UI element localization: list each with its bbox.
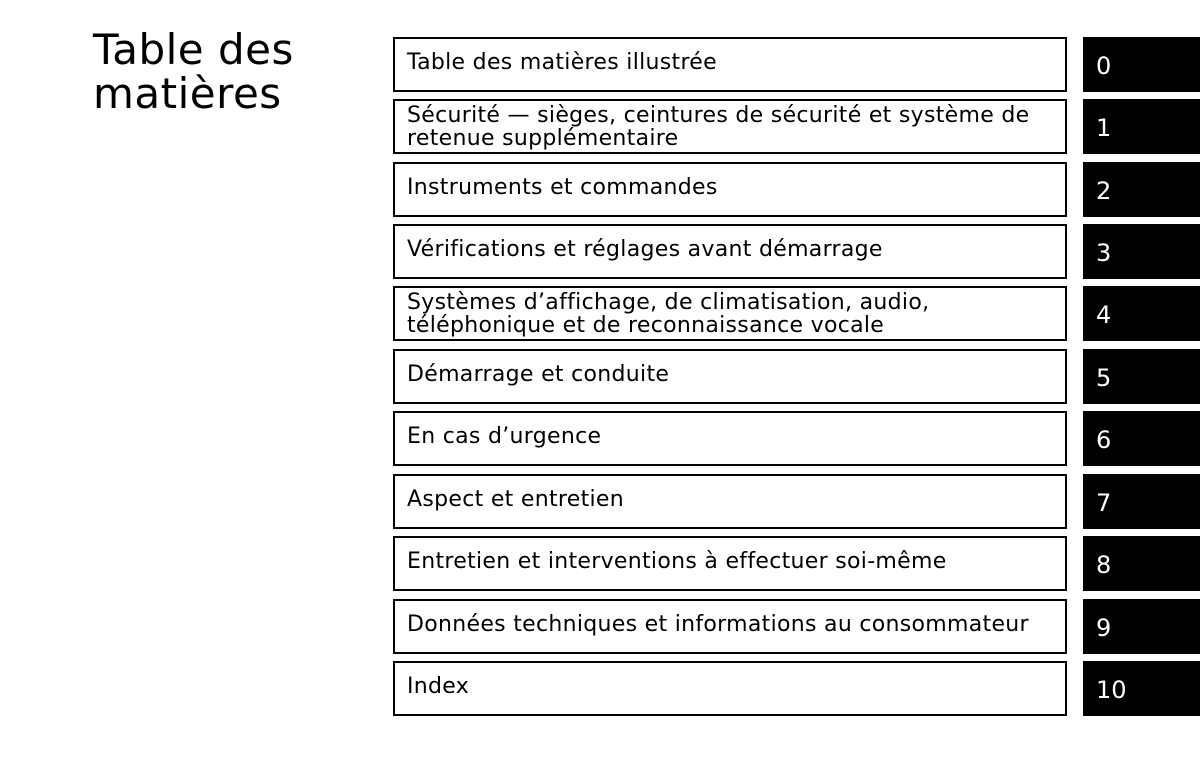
- toc-link-4[interactable]: [393, 286, 1067, 341]
- toc-tab-4[interactable]: [1083, 286, 1200, 341]
- toc-tab-1[interactable]: [1083, 99, 1200, 154]
- toc-number: 6: [1096, 426, 1112, 454]
- toc-link-0[interactable]: [393, 37, 1067, 92]
- toc-label: Index: [407, 674, 470, 699]
- page-title: Table des matières: [93, 25, 294, 118]
- toc-entry-5: [0, 349, 1200, 404]
- toc-number: 1: [1096, 114, 1112, 142]
- toc-number: 5: [1096, 364, 1112, 392]
- toc-entry-4: [0, 286, 1200, 341]
- toc-link-2[interactable]: [393, 162, 1067, 217]
- toc-link-7[interactable]: [393, 474, 1067, 529]
- toc-link-3[interactable]: [393, 224, 1067, 279]
- toc-number: 8: [1096, 551, 1112, 579]
- toc-number: 2: [1096, 177, 1112, 205]
- toc-entry-2: [0, 162, 1200, 217]
- toc-tab-8[interactable]: [1083, 536, 1200, 591]
- toc-entry-6: [0, 411, 1200, 466]
- toc-link-1[interactable]: [393, 99, 1067, 154]
- toc-label: Table des matières illustrée: [407, 50, 717, 75]
- toc-link-9[interactable]: [393, 599, 1067, 654]
- toc-label: Aspect et entretien: [407, 487, 624, 512]
- toc-label: Entretien et interventions à effectuer soi-même: [407, 549, 947, 574]
- toc-number: 4: [1096, 301, 1112, 329]
- toc-label: Sécurité — sièges, ceintures de sécurité et système de retenue supplémentaire: [407, 102, 1030, 151]
- toc-label: En cas d’urgence: [407, 424, 602, 449]
- toc-tab-7[interactable]: [1083, 474, 1200, 529]
- toc-entry-0: [0, 37, 1200, 92]
- toc-tab-5[interactable]: [1083, 349, 1200, 404]
- toc-tab-6[interactable]: [1083, 411, 1200, 466]
- toc-tab-3[interactable]: [1083, 224, 1200, 279]
- toc-number: 9: [1096, 614, 1112, 642]
- toc-link-6[interactable]: [393, 411, 1067, 466]
- toc-link-5[interactable]: [393, 349, 1067, 404]
- toc-entry-3: [0, 224, 1200, 279]
- toc-label: Instruments et commandes: [407, 175, 718, 200]
- toc-entry-1: [0, 99, 1200, 154]
- toc-label: Vérifications et réglages avant démarrage: [407, 237, 883, 262]
- toc-number: 0: [1096, 52, 1112, 80]
- toc-number: 7: [1096, 489, 1112, 517]
- toc-tab-0[interactable]: [1083, 37, 1200, 92]
- toc-link-10[interactable]: [393, 661, 1067, 716]
- toc-number: 3: [1096, 239, 1112, 267]
- toc-entry-8: [0, 536, 1200, 591]
- toc-entry-10: [0, 661, 1200, 716]
- toc-number: 10: [1096, 676, 1127, 704]
- toc-label: Démarrage et conduite: [407, 362, 670, 387]
- toc-tab-9[interactable]: [1083, 599, 1200, 654]
- toc-tab-2[interactable]: [1083, 162, 1200, 217]
- toc-label: Données techniques et informations au consommateur: [407, 612, 1029, 637]
- toc-entry-7: [0, 474, 1200, 529]
- toc-label: Systèmes d’affichage, de climatisation, audio, téléphonique et de reconnaissance vocale: [407, 289, 930, 338]
- toc-tab-10[interactable]: [1083, 661, 1200, 716]
- toc-entry-9: [0, 599, 1200, 654]
- toc-link-8[interactable]: [393, 536, 1067, 591]
